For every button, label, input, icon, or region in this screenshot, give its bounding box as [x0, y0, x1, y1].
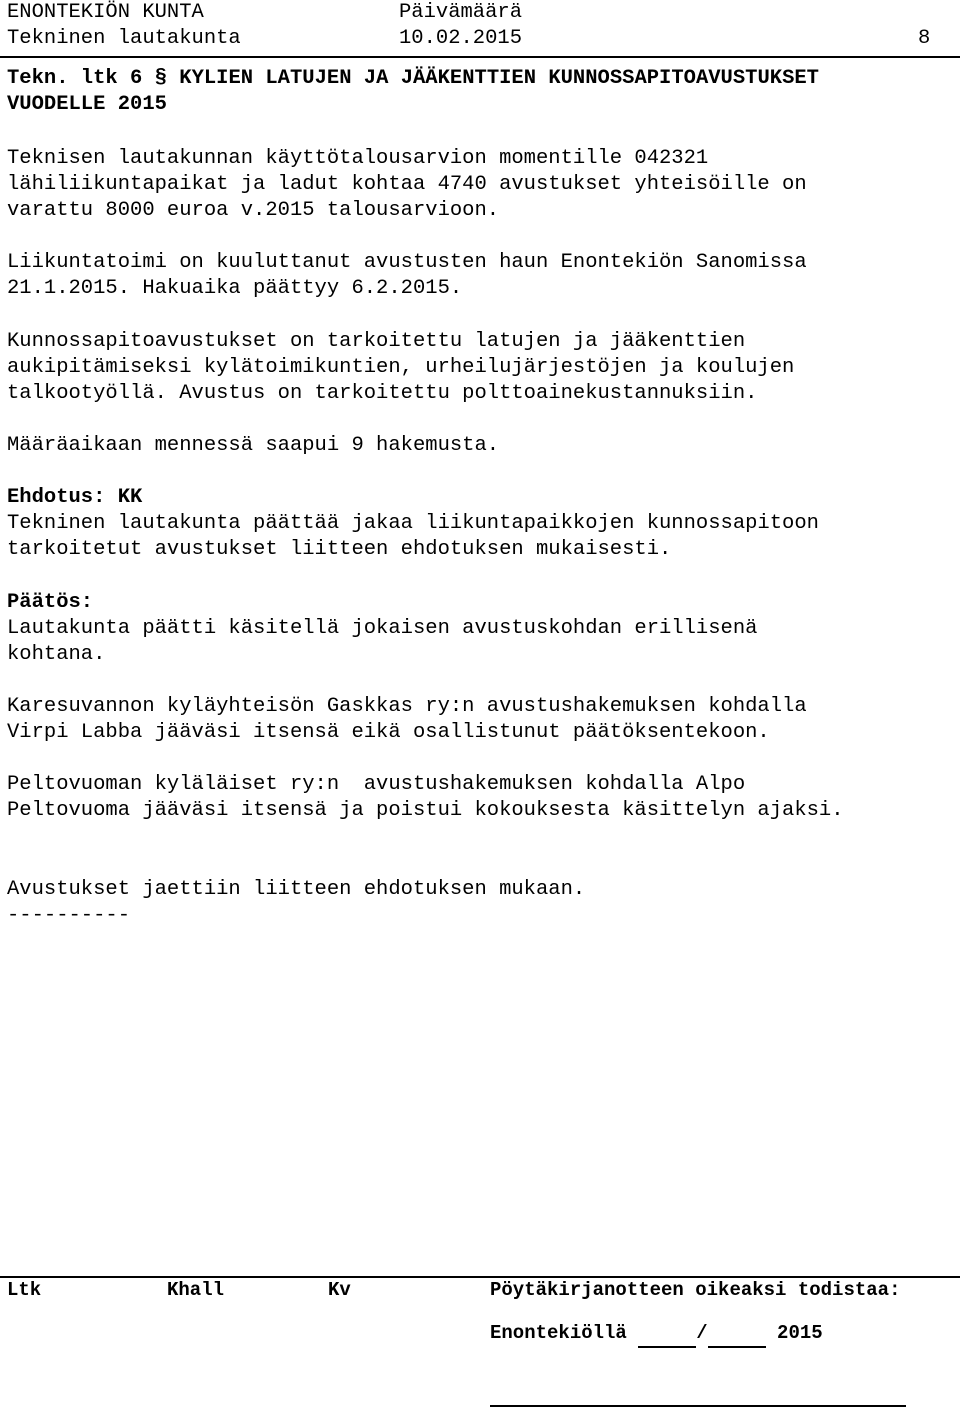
decision-line: Lautakunta päätti käsitellä jokaisen avustuskohdan erillisenä: [7, 617, 758, 640]
paragraph-line: 21.1.2015. Hakuaika päättyy 6.2.2015.: [7, 277, 463, 300]
paragraph-line: Teknisen lautakunnan käyttötalousarvion momentille 042321: [7, 147, 709, 170]
decision-line: kohtana.: [7, 643, 106, 666]
header-org: ENONTEKIÖN KUNTA: [7, 1, 204, 24]
footer-initials-ltk: Ltk: [7, 1279, 42, 1301]
paragraph-line: varattu 8000 euroa v.2015 talousarvioon.: [7, 199, 500, 222]
decision-heading: Päätös:: [7, 591, 94, 614]
paragraph-line: Avustukset jaettiin liitteen ehdotuksen mukaan.: [7, 878, 586, 901]
paragraph-line: talkootyöllä. Avustus on tarkoitettu polttoainekustannuksiin.: [7, 382, 758, 405]
paragraph-line: Karesuvannon kyläyhteisön Gaskkas ry:n avustushakemuksen kohdalla: [7, 695, 807, 718]
header-committee: Tekninen lautakunta: [7, 27, 241, 50]
footer-initials-khall: Khall: [167, 1279, 225, 1301]
proposal-heading: Ehdotus: KK: [7, 486, 143, 509]
dash-separator: ----------: [7, 904, 131, 927]
paragraph-line: Peltovuoma jääväsi itsensä ja poistui kokouksesta käsittelyn ajaksi.: [7, 799, 844, 822]
paragraph-line: Virpi Labba jääväsi itsensä eikä osallistunut päätöksentekoon.: [7, 721, 770, 744]
paragraph-line: Liikuntatoimi on kuuluttanut avustusten haun Enontekiön Sanomissa: [7, 251, 807, 274]
day-blank: [638, 1320, 696, 1348]
month-blank: [708, 1320, 766, 1348]
title-rest: KYLIEN LATUJEN JA JÄÄKENTTIEN KUNNOSSAPITOAVUSTUKSET: [179, 67, 819, 90]
paragraph-line: Määräaikaan mennessä saapui 9 hakemusta.: [7, 434, 500, 457]
footer-certify: Pöytäkirjanotteen oikeaksi todistaa:: [490, 1279, 901, 1301]
signature-line: [490, 1405, 906, 1407]
header-divider: [0, 56, 960, 58]
section-title-line2: VUODELLE 2015: [7, 93, 167, 116]
paragraph-line: Kunnossapitoavustukset on tarkoitettu latujen ja jääkenttien: [7, 330, 746, 353]
footer-initials-kv: Kv: [328, 1279, 351, 1301]
section-sign: §: [154, 67, 167, 90]
header-date-value: 10.02.2015: [399, 27, 523, 50]
footer-slash: /: [696, 1322, 708, 1344]
proposal-line: tarkoitetut avustukset liitteen ehdotuksen mukaisesti.: [7, 538, 672, 561]
footer-place-date: [490, 1320, 823, 1348]
title-prefix: Tekn. ltk 6: [7, 67, 143, 90]
footer-place: Enontekiöllä: [490, 1322, 627, 1344]
paragraph-line: Peltovuoman kyläläiset ry:n avustushakemuksen kohdalla Alpo: [7, 773, 746, 796]
section-title: [7, 66, 819, 92]
paragraph-line: aukipitämiseksi kylätoimikuntien, urheilujärjestöjen ja koulujen: [7, 356, 795, 379]
paragraph-line: lähiliikuntapaikat ja ladut kohtaa 4740 avustukset yhteisöille on: [7, 173, 807, 196]
footer-year: 2015: [777, 1322, 823, 1344]
proposal-line: Tekninen lautakunta päättää jakaa liikuntapaikkojen kunnossapitoon: [7, 512, 819, 535]
page-number: 8: [918, 27, 931, 50]
header-date-label: Päivämäärä: [399, 1, 523, 24]
